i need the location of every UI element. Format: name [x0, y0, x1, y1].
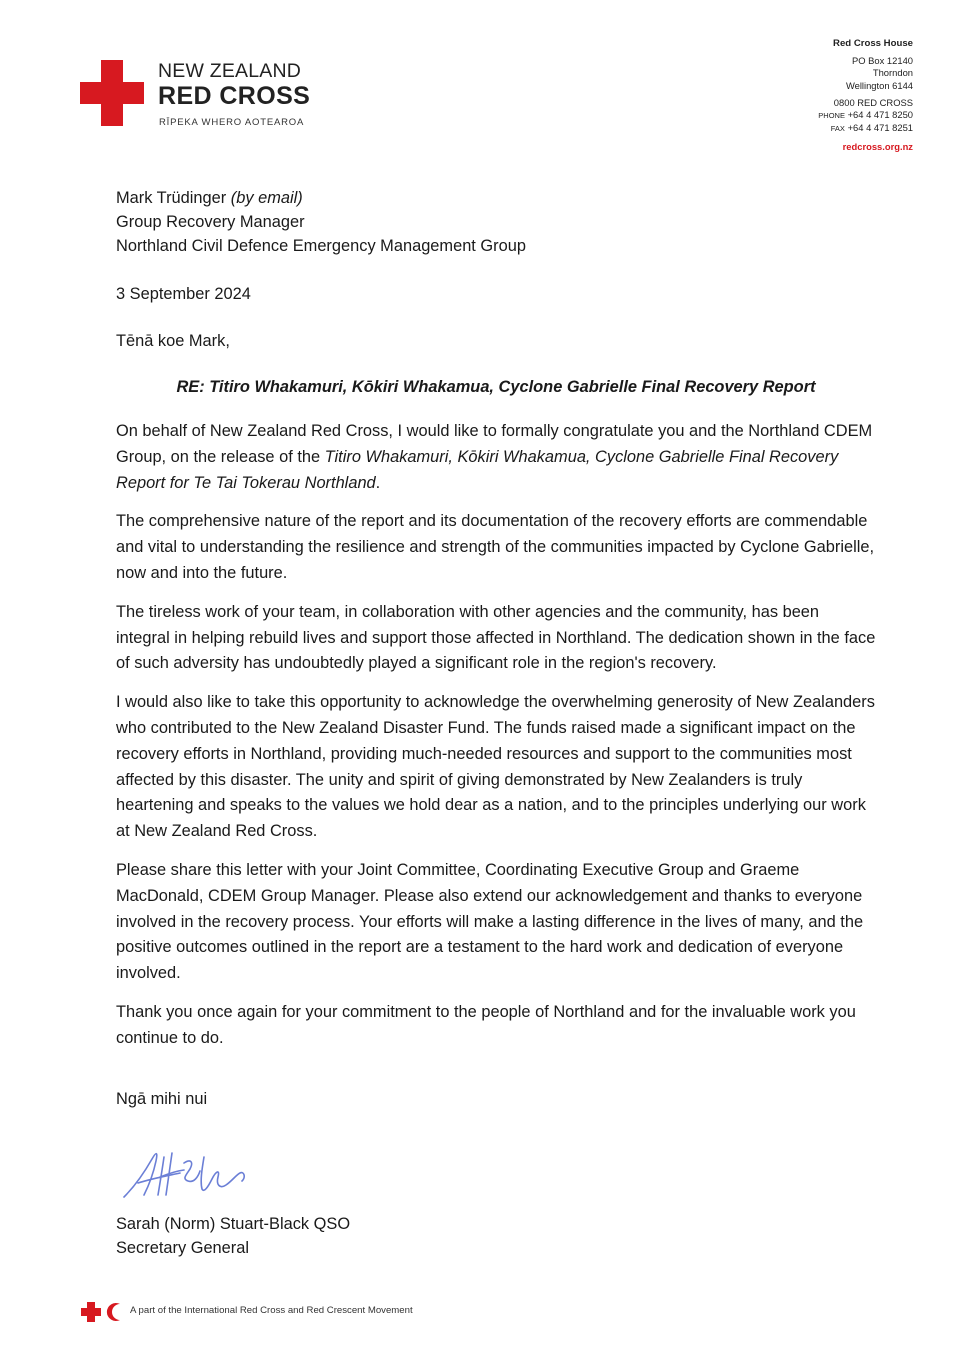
- address-phone-row: [818, 109, 913, 122]
- report-title: Titiro Whakamuri, Kōkiri Whakamua, Cyclone Gabrielle Final Recovery Report for Te Tai Tokerau Northland: [116, 447, 839, 492]
- signatory-name: Sarah (Norm) Stuart-Black QSO: [116, 1215, 351, 1233]
- recipient-name-row: [116, 186, 876, 210]
- sender-address: [818, 38, 913, 154]
- paragraph-1-start: On behalf of New Zealand Red Cross, I would like to formally congratulate you and the Northland CDEM Group, on the release of the: [116, 422, 873, 466]
- logo-line-1: NEW ZEALAND: [158, 60, 302, 82]
- recipient-block: [116, 186, 876, 258]
- address-city: Wellington 6144: [845, 79, 913, 91]
- address-fax-row: [818, 122, 913, 135]
- paragraph-6: Thank you once again for your commitment to the people of Northland and for the invaluable work you continue to do.: [116, 1002, 856, 1047]
- greeting: Tēnā koe Mark,: [116, 332, 230, 350]
- footer-text: A part of the International Red Cross and Red Crescent Movement: [130, 1305, 413, 1316]
- signatory-block: [116, 1212, 350, 1260]
- red-cross-icon: [80, 60, 144, 126]
- fax-number: +64 4 471 8251: [847, 122, 913, 134]
- recipient-title: Group Recovery Manager: [116, 213, 305, 231]
- letter-date: 3 September 2024: [116, 285, 251, 303]
- paragraph-4: I would also like to take this opportunity to acknowledge the overwhelming generosity of New Zealanders who contributed to the New Zealand Disaster Fund. The funds raised made a significant impact on the recovery efforts in Northland, providing much-needed resources and support to the communities most affected by this disaster. The unity and spirit of giving demonstrated by New Zealanders is truly heartening and speaks to the values we hold dear as a nation, and to the principles underlying our work at New Zealand Red Cross.: [116, 693, 875, 841]
- phone-label: PHONE: [818, 111, 845, 121]
- address-po-box: PO Box 12140: [852, 55, 913, 67]
- address-freephone: 0800 RED CROSS: [833, 96, 913, 108]
- cross-crescent-icon: [80, 1300, 124, 1322]
- recipient-name: Mark Trüdinger: [116, 189, 227, 207]
- subject-line: RE: Titiro Whakamuri, Kōkiri Whakamua, Cyclone Gabrielle Final Recovery Report: [176, 378, 816, 396]
- handwritten-signature: [120, 1143, 260, 1205]
- paragraph-3: The tireless work of your team, in collaboration with other agencies and the community, has been integral in helping rebuild lives and support those affected in Northland. The dedication shown in the face of such adversity has undoubtedly played a significant role in the region's recovery.: [116, 602, 876, 673]
- paragraph-1-end: .: [375, 473, 381, 492]
- closing: Ngā mihi nui: [116, 1089, 208, 1108]
- paragraph-1: [116, 419, 876, 496]
- website-link[interactable]: redcross.org.nz: [842, 141, 913, 153]
- address-suburb: Thorndon: [872, 67, 913, 79]
- address-house: Red Cross House: [833, 38, 913, 49]
- fax-label: FAX: [830, 124, 845, 134]
- paragraph-5: Please share this letter with your Joint Committee, Coordinating Executive Group and Graeme MacDonald, CDEM Group Manager. Please also extend our acknowledgement and thanks to everyone involved in the recovery process. Your efforts will make a lasting difference in the lives of many, and the positive outcomes outlined in the report are a testament to the hard work and dedication of everyone involved.: [116, 860, 864, 983]
- phone-number: +64 4 471 8250: [847, 109, 913, 121]
- paragraph-2: The comprehensive nature of the report and its documentation of the recovery efforts are commendable and vital to understanding the resilience and strength of the communities impacted by Cyclone Gabrielle, now and into the future.: [116, 512, 875, 582]
- logo-line-3: RĪPEKA WHERO AOTEAROA: [159, 117, 305, 128]
- recipient-organisation: Northland Civil Defence Emergency Management Group: [116, 237, 526, 255]
- red-cross-logo: [80, 60, 340, 130]
- recipient-name-note: (by email): [230, 189, 303, 207]
- letter-body: [116, 186, 876, 1111]
- logo-line-2: RED CROSS: [158, 82, 311, 110]
- signatory-title: Secretary General: [116, 1239, 250, 1257]
